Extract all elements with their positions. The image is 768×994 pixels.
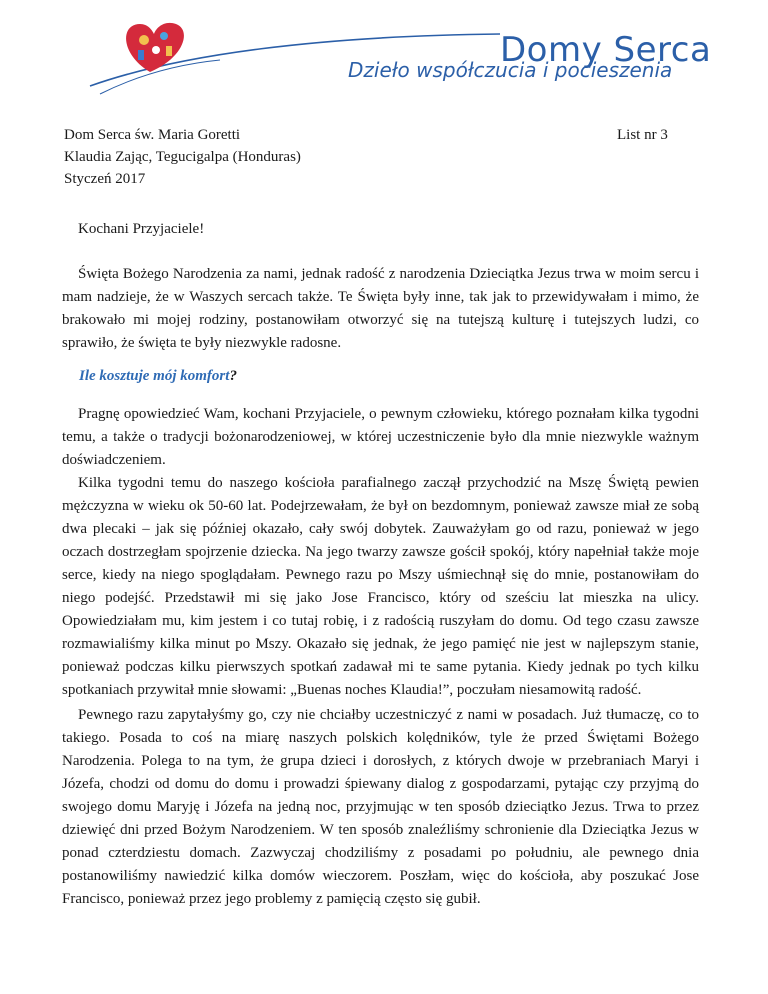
house-name: Dom Serca św. Maria Goretti xyxy=(64,127,241,143)
letter-number: List nr 3 xyxy=(617,127,668,143)
section-heading-text: Ile kosztuje mój komfort xyxy=(79,368,230,384)
paragraph-intro-story: Pragnę opowiedzieć Wam, kochani Przyjaciele, o pewnym człowieku, którego poznałam kilka tygodni temu, a także o tradycji bożonarodzeniowej, w której uczestniczenie było dla mnie niezwykle ważnym doświadczeniem. xyxy=(62,406,699,468)
salutation: Kochani Przyjaciele! xyxy=(78,221,205,237)
paragraph-intro: Święta Bożego Narodzenia za nami, jednak radość z narodzenia Dzieciątka Jezus trwa w moim sercu i mam nadzieje, że w Waszych sercach także. Te Święta były inne, tak jak to przewidywałam i mimo, że brakowało mi mojej rodziny, postanowiłam otworzyć się na tutejszą kulturę i tutejszych ludzi, co sprawiło, że święta te były niezwykle radosne. xyxy=(62,266,699,351)
section-heading xyxy=(79,368,237,385)
letter-meta xyxy=(64,124,301,190)
paragraph-jose: Kilka tygodni temu do naszego kościoła parafialnego zaczął przychodzić na Mszę Świętą pewien mężczyzna w wieku ok 50-60 lat. Podejrzewałam, że był on bezdomnym, ponieważ zawsze miał ze sobą dwa plecaki – jak się później okazało, cały swój dobytek. Zauważyłam go od razu, ponieważ w jego oczach dostrzegłam spojrzenie dziecka. Na jego twarzy zawsze gościł spokój, który napełniał także moje serce, kiedy na niego spoglądałam. Pewnego razu po Mszy uśmiechnął się do mnie, postanowiłam do niego podejść. Przedstawił mi się jako Jose Francisco, który od sześciu lat mieszka na ulicy. Opowiedziałam mu, kim jestem i co tutaj robię, i z radością ruszyłam do domu. Od tego czasu zawsze rozmawialiśmy kilka minut po Mszy. Okazało się jednak, że jego pamięć nie jest w najlepszym stanie, ponieważ podczas kilku pierwszych spotkań zadawał mi te same pytania. Kiedy jednak po tych kilku spotkaniach przywitał mnie słowami: „Buenas noches Klaudia!”, poczułam niesamowitą radość. xyxy=(62,475,699,698)
brand-tagline: Dzieło współczucia i pocieszenia xyxy=(348,58,673,82)
letterhead xyxy=(0,0,768,115)
brand-name: Domy Serca xyxy=(500,30,712,70)
section-heading-punct: ? xyxy=(229,368,237,384)
author-location: Klaudia Zając, Tegucigalpa (Honduras) xyxy=(64,149,301,165)
letter-date: Styczeń 2017 xyxy=(64,171,146,187)
paragraph-posada: Pewnego razu zapytałyśmy go, czy nie chciałby uczestniczyć z nami w posadach. Już tłumaczę, co to takiego. Posada to coś na miarę naszych polskich kolędników, tyle że przed Świętami Bożego Narodzenia. Polega to na tym, że grupa dzieci i dorosłych, z których dwoje w przebraniach Maryi i Józefa, chodzi od domu do domu i prowadzi śpiewany dialog z gospodarzami, pytając czy przyjmą do swojego domu Maryję i Józefa na jedną noc, przyjmując w ten sposób dzieciątko Jezus. Trwa to przez dziewięć dni przed Bożym Narodzeniem. W ten sposób znaleźliśmy schronienie dla Dzieciątka Jezus w ponad czterdziestu domach. Zazwyczaj chodziliśmy z posadami po południu, ale pewnego dnia postanowiliśmy nawiedzić kilka domów wieczorem. Poszłam, więc do kościoła, aby poszukać Jose Francisco, ponieważ przez jego problemy z pamięcią często się gubił. xyxy=(62,707,699,907)
